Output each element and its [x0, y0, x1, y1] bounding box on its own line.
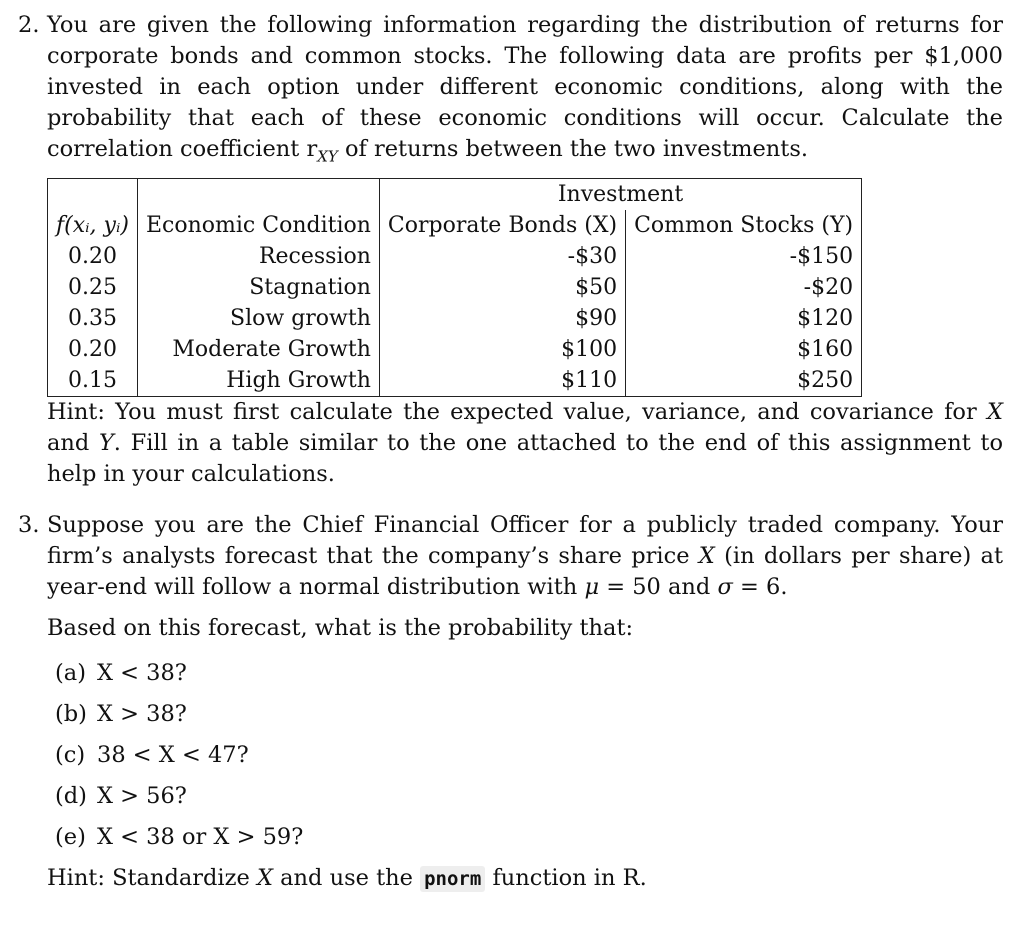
cell-bonds: $110 — [379, 365, 625, 397]
cell-condition: Moderate Growth — [137, 334, 379, 365]
cell-stocks: -$150 — [626, 241, 862, 272]
question-3-prompt: Based on this forecast, what is the probability that: — [47, 615, 634, 641]
list-item: (b) X > 38? — [55, 701, 187, 727]
cell-probability: 0.15 — [48, 365, 138, 397]
returns-table — [47, 178, 862, 397]
cell-probability: 0.20 — [48, 334, 138, 365]
pnorm-code: pnorm — [420, 866, 485, 892]
question-2-number: 2. — [18, 12, 40, 38]
question-2-intro-end: of returns between the two investments. — [337, 136, 809, 162]
cell-condition: Slow growth — [137, 303, 379, 334]
question-3-number: 3. — [18, 512, 40, 538]
cell-stocks: -$20 — [626, 272, 862, 303]
list-item: (e) X < 38 or X > 59? — [55, 824, 304, 850]
table-row — [48, 365, 862, 397]
cell-bonds: $100 — [379, 334, 625, 365]
cell-bonds: $50 — [379, 272, 625, 303]
cell-stocks: $120 — [626, 303, 862, 334]
investment-group-header: Investment — [379, 178, 861, 210]
correlation-subscript: XY — [317, 147, 338, 166]
cell-stocks: $160 — [626, 334, 862, 365]
table-row — [48, 272, 862, 303]
cell-condition: Stagnation — [137, 272, 379, 303]
table-row — [48, 303, 862, 334]
question-3 — [18, 510, 1003, 895]
col-header-probability: f(xᵢ, yᵢ) — [48, 210, 138, 241]
cell-probability: 0.20 — [48, 241, 138, 272]
cell-probability: 0.25 — [48, 272, 138, 303]
list-item: (a) X < 38? — [55, 660, 187, 686]
table-row — [48, 241, 862, 272]
list-item: (c) 38 < X < 47? — [55, 742, 249, 768]
question-2-hint: Hint: You must first calculate the expected value, variance, and covariance for X and Y. Fill in a table similar to the one attached to the end of this assignment to help in your calculations. — [47, 398, 1003, 487]
table-row — [48, 334, 862, 365]
table-header-row-2 — [48, 210, 862, 241]
question-2-intro: You are given the following information regarding the distribution of returns for corporate bonds and common stocks. The following data are profits per $1,000 invested in each option under different economic conditions, along with the probability that each of these economic conditions will occur. Calculate the correlation coefficient r — [47, 12, 1003, 162]
question-2-body — [47, 10, 1003, 490]
cell-bonds: -$30 — [379, 241, 625, 272]
cell-bonds: $90 — [379, 303, 625, 334]
question-3-hint: Hint: Standardize X and use the pnorm function in R. — [47, 865, 647, 891]
cell-condition: High Growth — [137, 365, 379, 397]
cell-stocks: $250 — [626, 365, 862, 397]
question-3-body — [47, 510, 1003, 895]
list-item: (d) X > 56? — [55, 783, 187, 809]
table-header-row-1 — [48, 178, 862, 210]
question-3-parts — [47, 658, 1003, 853]
question-3-intro: Suppose you are the Chief Financial Officer for a publicly traded company. Your firm’s analysts forecast that the company’s share price X (in dollars per share) at year-end will follow a normal distribution with μ = 50 and σ = 6. — [47, 512, 1003, 600]
col-header-stocks: Common Stocks (Y) — [626, 210, 862, 241]
question-2 — [18, 10, 1003, 490]
col-header-condition: Economic Condition — [137, 210, 379, 241]
cell-probability: 0.35 — [48, 303, 138, 334]
col-header-bonds: Corporate Bonds (X) — [379, 210, 625, 241]
cell-condition: Recession — [137, 241, 379, 272]
